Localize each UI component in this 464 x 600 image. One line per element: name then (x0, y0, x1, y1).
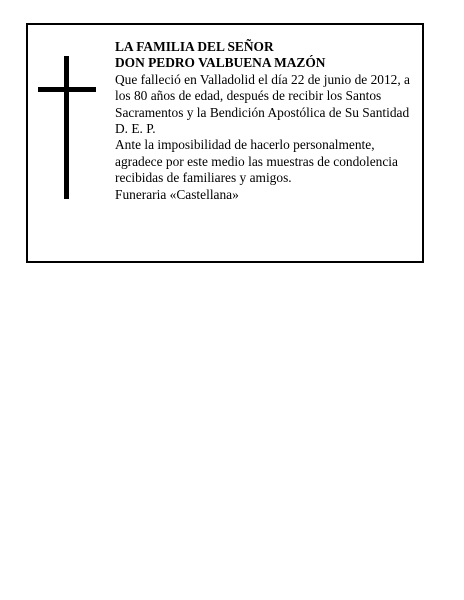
funeral-home-line: Funeraria «Castellana» (115, 186, 239, 202)
cross-vertical-bar (64, 56, 69, 199)
notice-body-line: D. E. P. (115, 121, 156, 137)
notice-body-line: los 80 años de edad, después de recibir los Santos (115, 88, 382, 104)
notice-body-line: agradece por este medio las muestras de condolencia (115, 153, 398, 169)
notice-heading-line-2: DON PEDRO VALBUENA MAZÓN (115, 55, 326, 71)
notice-body-line: Ante la imposibilidad de hacerlo personalmente, (115, 137, 375, 153)
cross-horizontal-bar (38, 87, 96, 92)
notice-text (115, 39, 423, 203)
latin-cross-icon (38, 56, 96, 199)
notice-heading-line-1: LA FAMILIA DEL SEÑOR (115, 39, 274, 54)
obituary-notice (26, 23, 424, 263)
notice-body-line: recibidas de familiares y amigos. (115, 170, 292, 186)
notice-body-line: Que falleció en Valladolid el día 22 de junio de 2012, a (115, 71, 411, 87)
notice-body-line: Sacramentos y la Bendición Apostólica de Su Santidad (115, 104, 410, 120)
